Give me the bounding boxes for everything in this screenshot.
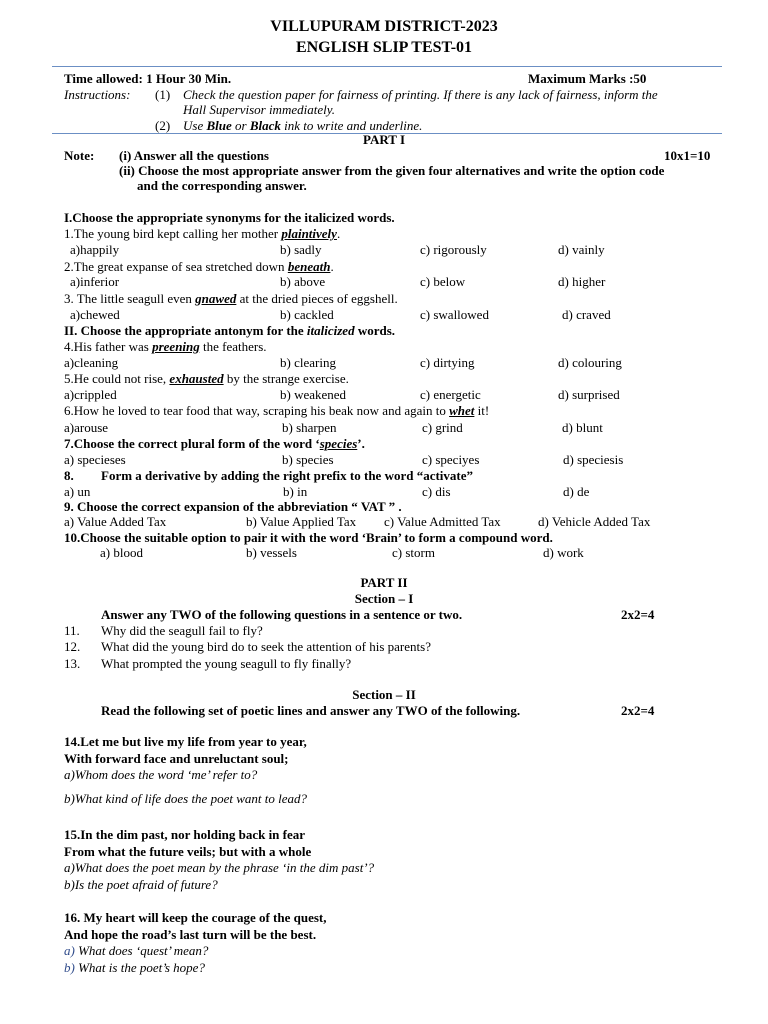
note-2b: and the corresponding answer. [137, 178, 307, 193]
max-marks: Maximum Marks :50 [528, 71, 647, 86]
q1-option-a: a)happily [70, 242, 120, 257]
q8-option-b: b) in [283, 484, 308, 499]
part1-title: PART I [362, 132, 406, 147]
q11-text: Why did the seagull fail to fly? [101, 623, 263, 638]
note-1: (i) Answer all the questions [119, 148, 269, 163]
q1-option-c: c) rigorously [420, 242, 487, 257]
q4-text: 4.His father was preening the feathers. [64, 339, 267, 354]
q10-option-c: c) storm [392, 545, 435, 560]
q5-option-a: a)crippled [64, 387, 117, 402]
q6-text: 6.How he loved to tear food that way, scraping his beak now and again to whet it! [64, 403, 490, 418]
poem16-line2: And hope the road’s last turn will be the best. [64, 927, 317, 942]
q7-option-d: d) speciesis [563, 452, 624, 467]
q3-option-a: a)chewed [70, 307, 120, 322]
q5-option-b: b) weakened [280, 387, 347, 402]
doc-subtitle: ENGLISH SLIP TEST-01 [295, 39, 473, 56]
q6-option-a: a)arouse [64, 420, 109, 435]
section1-title: Section – I [354, 591, 414, 606]
q7-option-a: a) specieses [64, 452, 126, 467]
antonyms-heading: II. Choose the appropriate antonym for the italicized words. [64, 323, 396, 338]
q3-option-d: d) craved [562, 307, 611, 322]
q1-option-b: b) sadly [280, 242, 322, 257]
section2-marks: 2x2=4 [621, 703, 655, 718]
q15-b: b)Is the poet afraid of future? [64, 877, 218, 892]
q8-option-a: a) un [64, 484, 91, 499]
q8-num: 8. [64, 468, 74, 483]
instr2-line: Use Blue or Black ink to write and underline. [183, 118, 423, 133]
q3-option-b: b) cackled [280, 307, 334, 322]
time-allowed: Time allowed: 1 Hour 30 Min. [64, 71, 232, 86]
poem16-line1: 16. My heart will keep the courage of the quest, [64, 910, 327, 925]
q3-text: 3. The little seagull even gnawed at the dried pieces of eggshell. [64, 291, 398, 306]
q13-num: 13. [64, 656, 81, 671]
q4-option-d: d) colouring [558, 355, 622, 370]
instr1-num: (1) [155, 87, 171, 102]
q1-option-d: d) vainly [558, 242, 605, 257]
q4-option-c: c) dirtying [420, 355, 475, 370]
q6-option-b: b) sharpen [282, 420, 337, 435]
q10-option-b: b) vessels [246, 545, 297, 560]
q10-option-a: a) blood [100, 545, 143, 560]
synonyms-heading: I.Choose the appropriate synonyms for the italicized words. [64, 210, 395, 225]
q7-text: 7.Choose the correct plural form of the word ‘species’. [64, 436, 365, 451]
note-2: (ii) Choose the most appropriate answer from the given four alternatives and write the option code [119, 163, 665, 178]
section1-instructions: Answer any TWO of the following questions in a sentence or two. [101, 607, 463, 622]
poem14-line1: 14.Let me but live my life from year to year, [64, 734, 307, 749]
note-label: Note: [64, 148, 95, 163]
part2-title: PART II [360, 575, 408, 590]
q1-text: 1.The young bird kept calling her mother plaintively. [64, 226, 341, 241]
q12-text: What did the young bird do to seek the attention of his parents? [101, 639, 431, 654]
q11-num: 11. [64, 623, 80, 638]
q5-text: 5.He could not rise, exhausted by the strange exercise. [64, 371, 349, 386]
poem15-line1: 15.In the dim past, nor holding back in fear [64, 827, 306, 842]
doc-title: VILLUPURAM DISTRICT-2023 [270, 18, 498, 35]
q7-option-b: b) species [282, 452, 334, 467]
q2-text: 2.The great expanse of sea stretched down beneath. [64, 259, 334, 274]
q9-text: 9. Choose the correct expansion of the abbreviation “ VAT ” . [64, 499, 402, 514]
q8-option-c: c) dis [422, 484, 451, 499]
q8-option-d: d) de [563, 484, 590, 499]
q9-option-a: a) Value Added Tax [64, 514, 167, 529]
q10-text: 10.Choose the suitable option to pair it with the word ‘Brain’ to form a compound word. [64, 530, 553, 545]
q10-option-d: d) work [543, 545, 584, 560]
instr1-line2: Hall Supervisor immediately. [183, 102, 336, 117]
q2-option-d: d) higher [558, 274, 606, 289]
section1-marks: 2x2=4 [621, 607, 655, 622]
q14-b: b)What kind of life does the poet want to lead? [64, 791, 307, 806]
instructions-label: Instructions: [64, 87, 131, 102]
q9-option-c: c) Value Admitted Tax [384, 514, 501, 529]
q9-option-b: b) Value Applied Tax [246, 514, 357, 529]
part1-marks: 10x1=10 [664, 148, 711, 163]
q2-option-b: b) above [280, 274, 326, 289]
q5-option-d: d) surprised [558, 387, 620, 402]
q4-option-a: a)cleaning [64, 355, 119, 370]
q16-b: b) What is the poet’s hope? [64, 960, 205, 975]
q5-option-c: c) energetic [420, 387, 481, 402]
q7-option-c: c) speciyes [422, 452, 480, 467]
q6-option-c: c) grind [422, 420, 463, 435]
top-rule [52, 66, 722, 67]
q2-option-c: c) below [420, 274, 466, 289]
q16-a: a) What does ‘quest’ mean? [64, 943, 209, 958]
instr2-num: (2) [155, 118, 171, 133]
section2-instructions: Read the following set of poetic lines and answer any TWO of the following. [101, 703, 521, 718]
q13-text: What prompted the young seagull to fly finally? [101, 656, 352, 671]
q8-text: Form a derivative by adding the right prefix to the word “activate” [101, 468, 474, 483]
q3-option-c: c) swallowed [420, 307, 489, 322]
q12-num: 12. [64, 639, 81, 654]
q4-option-b: b) clearing [280, 355, 336, 370]
q6-option-d: d) blunt [562, 420, 603, 435]
instr1-line1: Check the question paper for fairness of printing. If there is any lack of fairness, inform the [183, 87, 658, 102]
q9-option-d: d) Vehicle Added Tax [538, 514, 651, 529]
section2-title: Section – II [352, 687, 416, 702]
poem15-line2: From what the future veils; but with a whole [64, 844, 312, 859]
q14-a: a)Whom does the word ‘me’ refer to? [64, 767, 258, 782]
q15-a: a)What does the poet mean by the phrase ‘in the dim past’? [64, 860, 375, 875]
q2-option-a: a)inferior [70, 274, 120, 289]
poem14-line2: With forward face and unreluctant soul; [64, 751, 289, 766]
